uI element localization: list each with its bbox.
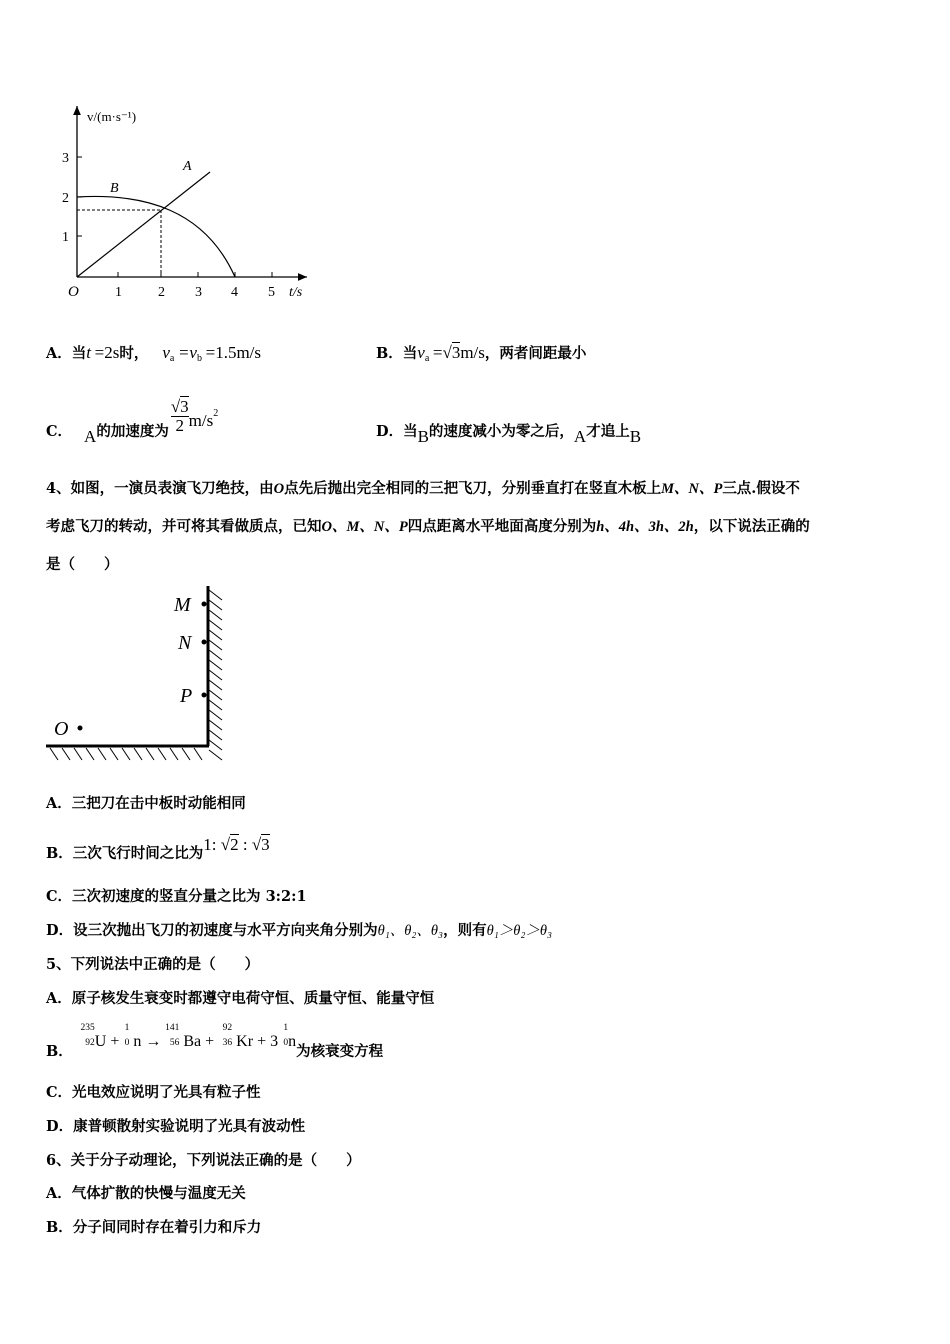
math-value: 2 <box>171 416 189 434</box>
math-unit: m/s <box>460 343 485 362</box>
nuclear-equation: 235 92 U + 1 0 n → 141 56 Ba + 92 36 Kr + 3 1 0 n <box>80 1023 297 1050</box>
velocity-time-graph <box>55 100 325 300</box>
point-n <box>202 640 207 645</box>
q4-option-b <box>46 835 270 862</box>
point-p <box>202 693 207 698</box>
math-value: =v <box>177 343 197 362</box>
label-o: O <box>54 718 69 740</box>
option-text: D．设三次抛出飞刀的初速度与水平方向夹角分别为 <box>46 922 378 939</box>
math-eq: = <box>432 343 443 362</box>
option-text: 的加速度为 <box>96 423 169 440</box>
label-p: P <box>180 685 193 707</box>
option-label: D．当 <box>376 423 418 440</box>
line-a-label: A <box>183 159 192 174</box>
curve-b-label: B <box>110 181 119 196</box>
math-var: M、N、P <box>661 481 723 497</box>
option-text: B．三次飞行时间之比为 <box>46 845 204 862</box>
y-tick-label: 3 <box>62 151 69 166</box>
q4-stem-line: 考虑飞刀的转动，并可将其看做质点，已知O、M、N、P四点距离水平地面高度分别为h、4h、3h、2h，以下说法正确的 <box>46 518 810 535</box>
option-label: B． <box>46 1043 73 1060</box>
math-var: B <box>417 427 429 446</box>
sqrt-sign: √ <box>251 835 262 854</box>
ratio-math: 1: √2 : √3 <box>203 835 270 854</box>
q4-option-d <box>46 924 552 939</box>
label-m: M <box>174 594 191 616</box>
x-tick-label: 5 <box>268 285 275 300</box>
q5-option-b <box>46 1023 384 1060</box>
math-sub: a <box>169 353 175 364</box>
x-tick-label: 4 <box>231 285 238 300</box>
q4-option-c: C．三次初速度的竖直分量之比为 3:2:1 <box>46 888 307 905</box>
y-tick-label: 1 <box>62 230 69 245</box>
math-exp: 2 <box>213 408 219 419</box>
math-var: h、4h、3h、2h <box>596 519 694 535</box>
math-var: t <box>86 343 91 362</box>
option-label: C． <box>46 423 73 440</box>
fraction <box>171 398 189 434</box>
q4-stem-line: 是（ ） <box>46 556 119 573</box>
q5-option-a: A．原子核发生衰变时都遵守电荷守恒、质量守恒、能量守恒 <box>46 990 435 1007</box>
q3-option-c <box>46 397 219 446</box>
x-axis-label: t/s <box>289 285 303 300</box>
math-var: θ₁、θ₂、θ₃ <box>377 923 444 939</box>
option-text: 为核衰变方程 <box>296 1043 384 1060</box>
math-var: A <box>84 427 97 446</box>
x-tick-label: 3 <box>195 285 202 300</box>
knife-wall-figure <box>44 578 244 768</box>
option-label: A．当 <box>46 345 87 362</box>
math-unit: m/s <box>188 411 214 430</box>
y-tick-label: 2 <box>62 191 69 206</box>
x-tick-label: 2 <box>158 285 165 300</box>
sqrt-sign: √ <box>170 397 181 416</box>
x-tick-label: 1 <box>115 285 122 300</box>
option-text: ，两者间距最小 <box>484 345 587 362</box>
q6-stem: 6、关于分子动理论，下列说法正确的是（ ） <box>46 1152 361 1169</box>
option-text: 的速度减小为零之后， <box>428 423 574 440</box>
math-sub: b <box>196 353 202 364</box>
origin-label: O <box>68 284 79 300</box>
option-text: 时， <box>119 345 149 362</box>
q5-stem: 5、下列说法中正确的是（ ） <box>46 956 260 973</box>
math-var: v <box>417 343 425 362</box>
math-value: 3 <box>180 397 189 416</box>
q5-option-c: C．光电效应说明了光具有粒子性 <box>46 1084 261 1101</box>
curve-b <box>77 196 235 277</box>
q6-option-a: A．气体扩散的快慢与温度无关 <box>46 1185 246 1202</box>
option-text: ，则有 <box>443 922 487 939</box>
sqrt-sign: √ <box>220 835 231 854</box>
sqrt-sign: √ <box>442 343 452 362</box>
q6-option-b: B．分子间同时存在着引力和斥力 <box>46 1219 262 1236</box>
math-var: v <box>162 343 170 362</box>
q4-stem-line: 4、如图，一演员表演飞刀绝技，由O点先后抛出完全相同的三把飞刀，分别垂直打在竖直木板上M、N、P三点.假设不 <box>46 480 800 497</box>
point-m <box>202 602 207 607</box>
label-n: N <box>178 632 192 654</box>
math-var: A <box>573 427 587 446</box>
y-axis-label: v/(m·s⁻¹) <box>87 109 137 124</box>
line-a <box>77 172 210 277</box>
q3-option-d <box>376 422 642 446</box>
option-text: 才追上 <box>586 423 630 440</box>
math-var: O <box>273 481 285 497</box>
option-label: B．当 <box>376 345 418 362</box>
q3-option-a <box>46 344 261 364</box>
point-o <box>78 726 83 731</box>
q3-option-b <box>376 344 586 364</box>
math-var: O、M、N、P <box>321 519 408 535</box>
math-value: =1.5m/s <box>205 343 262 362</box>
q4-option-a: A．三把刀在击中板时动能相同 <box>46 795 246 812</box>
math-sub: a <box>424 353 430 364</box>
q5-option-d: D．康普顿散射实验说明了光具有波动性 <box>46 1118 306 1135</box>
math-value: 3 <box>451 343 461 362</box>
math-var: B <box>629 427 642 446</box>
math-value: =2s <box>94 343 120 362</box>
math-var: θ₁＞θ₂＞θ₃ <box>486 923 553 939</box>
q4-stem <box>46 470 908 584</box>
